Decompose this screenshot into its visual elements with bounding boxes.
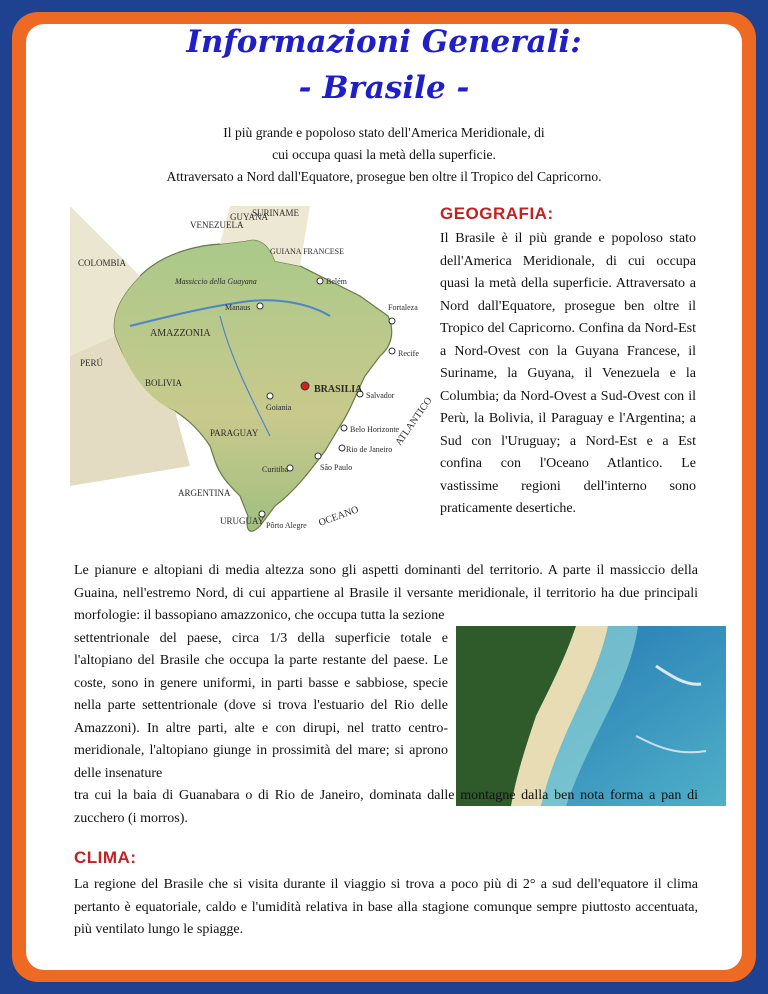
map-label-paraguay: PARAGUAY — [210, 428, 259, 438]
map-label-manaus: Manaus — [225, 303, 251, 312]
map-label-bolivia: BOLIVIA — [145, 378, 182, 388]
clima-heading: CLIMA: — [74, 848, 137, 867]
map-label-colombia: COLOMBIA — [78, 258, 127, 268]
brazil-map — [70, 206, 438, 546]
intro-line-3: Attraversato a Nord dall'Equatore, prosegue ben oltre il Tropico del Capricorno. — [166, 169, 602, 184]
map-label-curitiba: Curitiba — [262, 465, 289, 474]
map-label-rio: Rio de Janeiro — [346, 445, 393, 454]
main-text-end: tra cui la baia di Guanabara o di Rio de Janeiro, dominata dalle montagne dalla ben nota forma a pan di zucchero (i morros). — [74, 788, 698, 826]
geografia-main-paragraph — [74, 560, 698, 830]
document-page — [26, 24, 742, 970]
intro-line-2: cui occupa quasi la metà della superficie. — [272, 147, 496, 162]
map-label-oceano: OCEANO — [317, 504, 361, 529]
geografia-heading: GEOGRAFIA: — [440, 204, 554, 223]
map-label-belo-horizonte: Belo Horizonte — [350, 425, 400, 434]
page-title: Informazioni Generali: — [186, 24, 582, 60]
main-text-full: Le pianure e altopiani di media altezza sono gli aspetti dominanti del territorio. A parte il massiccio della Guaina, nell'estremo Nord, di cui appartiene al Brasile il versante meridionale, il territorio ha due principali morfologie: il bassopiano amazzonico, che occupa tutta la sezione — [74, 563, 698, 623]
map-label-guiana-francese: GUIANA FRANCESE — [270, 247, 345, 256]
map-label-amazzonia: AMAZZONIA — [150, 328, 211, 339]
intro-line-1: Il più grande e popoloso stato dell'America Meridionale, di — [223, 125, 545, 140]
map-label-venezuela: VENEZUELA — [190, 220, 244, 230]
map-label-recife: Recife — [398, 349, 419, 358]
map-label-goiania: Goiania — [266, 403, 292, 412]
intro-paragraph — [66, 122, 702, 188]
map-label-argentina: ARGENTINA — [178, 488, 231, 498]
map-label-guayana: Massiccio della Guayana — [175, 277, 257, 286]
map-label-fortaleza: Fortaleza — [388, 303, 418, 312]
map-label-suriname: SURINAME — [252, 208, 300, 218]
page-subtitle: - Brasile - — [298, 70, 470, 106]
map-label-atlantico: ATLANTICO — [393, 395, 435, 448]
map-label-brasilia: BRASILIA — [314, 384, 363, 395]
geografia-text: Il Brasile è il più grande e popoloso stato dell'America Meridionale, di cui occupa quasi la metà della superficie. Attraversato a Nord dall'Equatore, prosegue ben oltre il Tropico del Capricorno. Confina da Nord-Est a Nord-Ovest con la Guyana Francese, il Suriname, la Guyana, il Venezuela e la Columbia; da Nord-Ovest a Sud-Ovest con il Perù, la Bolivia, il Paraguay e l'Argentina; a Sud con l'Uruguay; a Nord-Est e a Est confina con l'Oceano Atlantico. Le vastissime regioni dell'interno sono praticamente desertiche. — [440, 231, 696, 516]
map-label-belem: Belém — [326, 277, 347, 286]
map-label-salvador: Salvador — [366, 391, 395, 400]
map-label-porto-alegre: Pôrto Alegre — [266, 521, 307, 530]
map-label-guyana: GUYANA — [230, 212, 268, 222]
map-label-sao-paulo: São Paulo — [320, 463, 353, 472]
map-label-peru: PERÚ — [80, 358, 104, 368]
main-text-narrow: settentrionale del paese, circa 1/3 della superficie totale e l'altopiano del Brasile che occupa la parte restante del paese. Le coste, sono in genere uniformi, in parti basse e sabbiose, specie nella parte settentrionale (dove si trova l'estuario del Rio delle Amazzoni). In altre parti, alte e con dirupi, nel tratto centro-meridionale, l'altopiano giunge in prossimità del mare; si aprono delle insenature — [74, 630, 448, 781]
map-label-uruguay: URUGUAY — [220, 516, 265, 526]
clima-text: La regione del Brasile che si visita durante il viaggio si trova a poco più di 2° a sud dell'equatore il clima pertanto è equatoriale, caldo e l'umidità relativa in base alla stagione comunque sempre piuttosto accentuata, più ventilato lungo le spiagge. — [74, 877, 698, 937]
